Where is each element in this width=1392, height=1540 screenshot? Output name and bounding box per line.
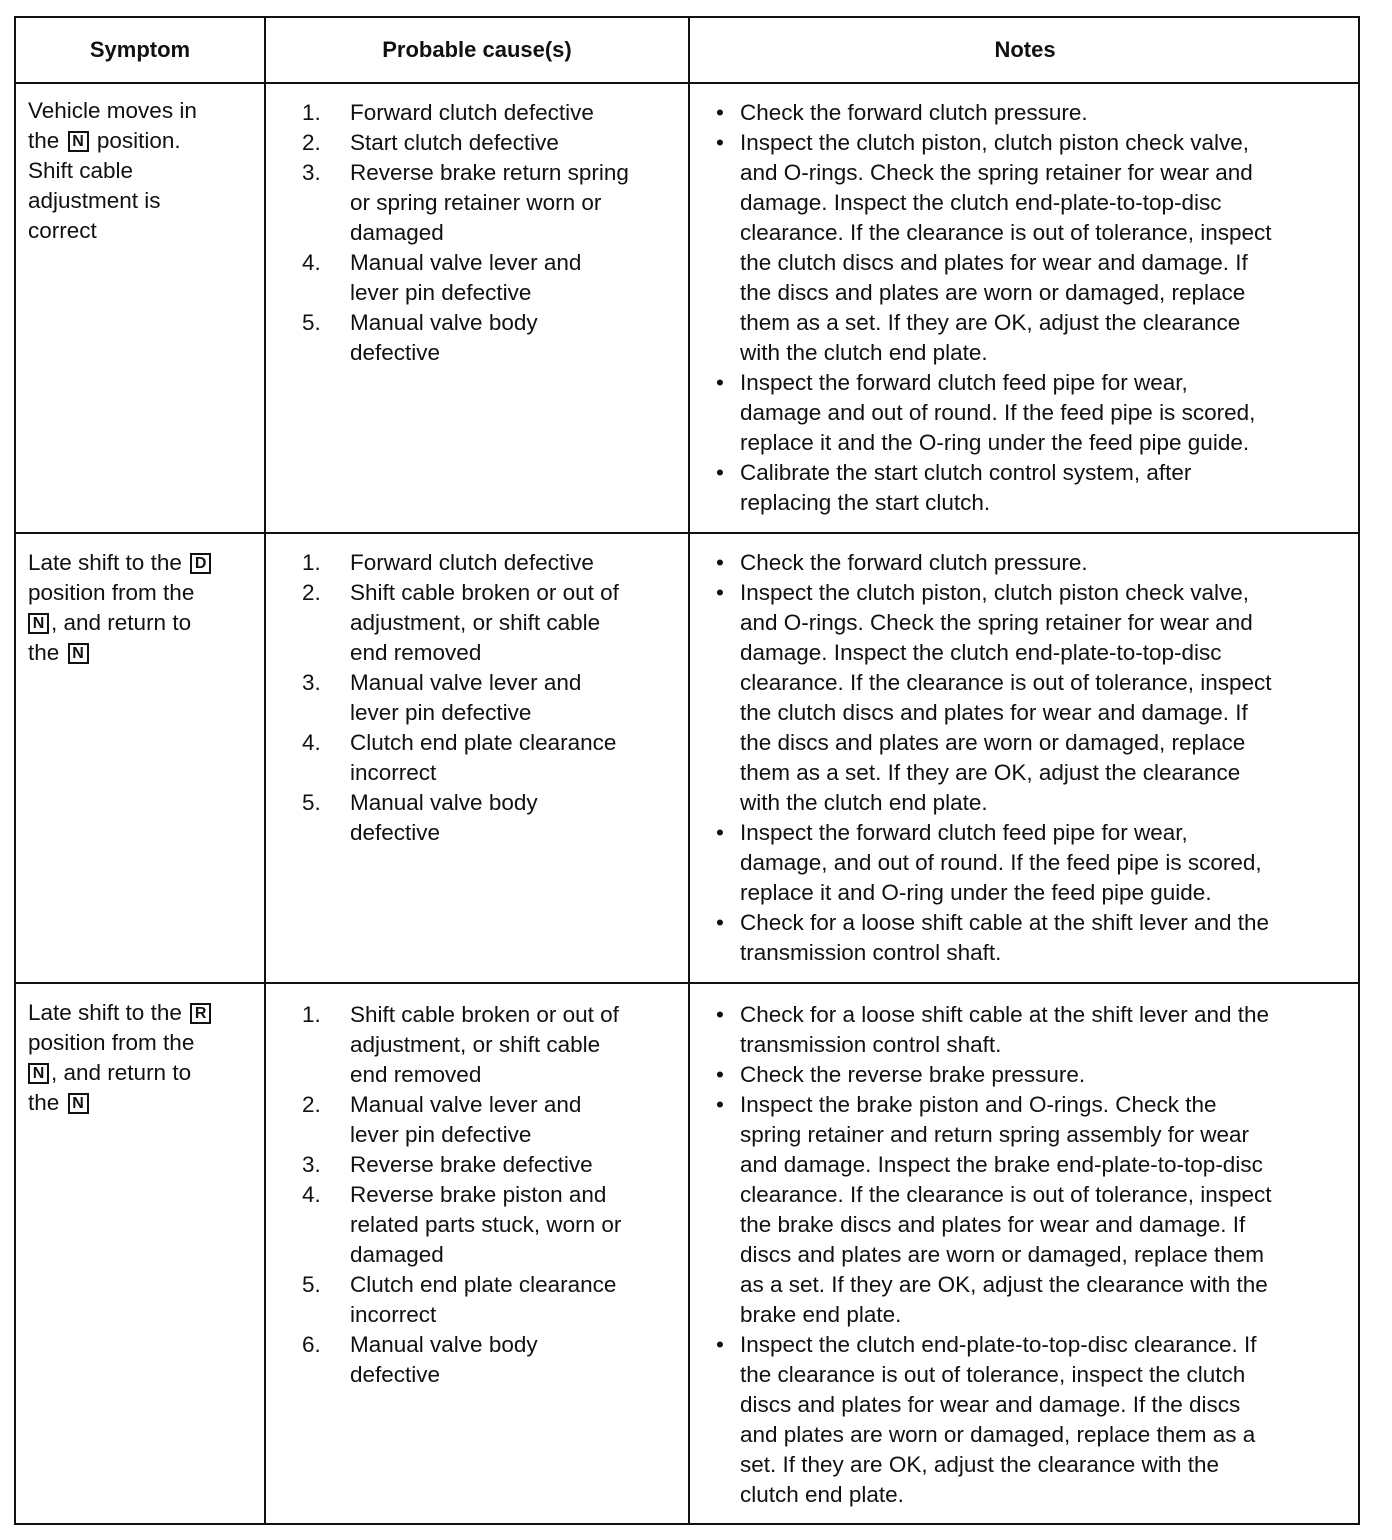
symptom-line: the N position. <box>28 128 181 153</box>
symptom-line: Late shift to the D <box>28 548 258 578</box>
note-item: • Inspect the clutch end-plate-to-top-disc clearance. If the clearance is out of tolerance, inspect the clutch discs and plates for wear and damage. If the discs and plates are worn or damaged, replace them as a set. If they are OK, adjust the clearance with the clutch end plate. <box>716 1330 1356 1510</box>
gear-position-n-badge: N <box>68 1093 89 1114</box>
bullet-icon: • <box>716 1002 724 1027</box>
row-2-symptom <box>28 548 258 668</box>
row-divider <box>16 532 1358 534</box>
cause-item: 3. Reverse brake return spring or spring retainer worn or damaged <box>302 160 629 245</box>
bullet-icon: • <box>716 100 724 125</box>
header-notes: Notes <box>994 37 1056 62</box>
note-item: • Inspect the clutch piston, clutch piston check valve, and O-rings. Check the spring retainer for wear and damage. Inspect the clutch end-plate-to-top-disc clearance. If the clearance is out of tolerance, inspect the clutch discs and plates for wear and damage. If the discs and plates are worn or damaged, replace them as a set. If they are OK, adjust the clearance with the clutch end plate. <box>716 578 1356 818</box>
note-item: • Calibrate the start clutch control system, after replacing the start clutch. <box>716 458 1356 518</box>
header-probable-causes: Probable cause(s) <box>382 37 572 62</box>
note-item: • Check the reverse brake pressure. <box>716 1060 1356 1090</box>
symptom-line: the N <box>28 638 258 668</box>
row-2-causes <box>302 548 692 848</box>
column-divider <box>264 18 266 1523</box>
note-item: • Inspect the forward clutch feed pipe for wear, damage, and out of round. If the feed pipe is scored, replace it and O-ring under the feed pipe guide. <box>716 818 1356 908</box>
cause-item: 1. Forward clutch defective <box>302 550 594 575</box>
gear-position-n-badge: N <box>28 613 49 634</box>
symptom-line: N , and return to <box>28 608 258 638</box>
row-1-causes <box>302 98 692 368</box>
cause-item: 3. Manual valve lever and lever pin defective <box>302 670 582 725</box>
cause-item: 2. Manual valve lever and lever pin defective <box>302 1092 582 1147</box>
cause-item: 2. Start clutch defective <box>302 130 559 155</box>
symptom-line: Late shift to the R <box>28 998 258 1028</box>
row-3-causes <box>302 1000 692 1390</box>
symptom-line: correct <box>28 218 97 243</box>
note-item: • Inspect the clutch piston, clutch piston check valve, and O-rings. Check the spring retainer for wear and damage. Inspect the clutch end-plate-to-top-disc clearance. If the clearance is out of tolerance, inspect the clutch discs and plates for wear and damage. If the discs and plates are worn or damaged, replace them as a set. If they are OK, adjust the clearance with the clutch end plate. <box>716 128 1356 368</box>
bullet-icon: • <box>716 820 724 845</box>
symptom-line: Vehicle moves in <box>28 98 197 123</box>
cause-item: 5. Manual valve body defective <box>302 790 538 845</box>
symptom-line: the N <box>28 1088 258 1118</box>
bullet-icon: • <box>716 370 724 395</box>
note-item: • Inspect the forward clutch feed pipe for wear, damage and out of round. If the feed pipe is scored, replace it and the O-ring under the feed pipe guide. <box>716 368 1356 458</box>
gear-position-n-badge: N <box>28 1063 49 1084</box>
cause-item: 4. Clutch end plate clearance incorrect <box>302 730 617 785</box>
symptom-line: adjustment is <box>28 188 161 213</box>
bullet-icon: • <box>716 580 724 605</box>
cause-item: 3. Reverse brake defective <box>302 1152 593 1177</box>
cause-item: 1. Forward clutch defective <box>302 100 594 125</box>
bullet-icon: • <box>716 550 724 575</box>
gear-position-n-badge: N <box>68 643 89 664</box>
symptom-line: N , and return to <box>28 1058 258 1088</box>
row-1-symptom <box>28 96 258 246</box>
cause-item: 4. Reverse brake piston and related parts stuck, worn or damaged <box>302 1182 622 1267</box>
cause-item: 4. Manual valve lever and lever pin defective <box>302 250 582 305</box>
note-item: • Check the forward clutch pressure. <box>716 548 1356 578</box>
bullet-icon: • <box>716 910 724 935</box>
troubleshooting-table <box>14 16 1360 1525</box>
header-symptom: Symptom <box>89 37 191 62</box>
bullet-icon: • <box>716 1062 724 1087</box>
gear-position-n-badge: N <box>68 131 89 152</box>
note-item: • Check the forward clutch pressure. <box>716 98 1356 128</box>
row-3-notes <box>716 1000 1356 1510</box>
cause-item: 6. Manual valve body defective <box>302 1332 538 1387</box>
gear-position-r-badge: R <box>190 1003 211 1024</box>
row-divider <box>16 982 1358 984</box>
row-divider <box>16 82 1358 84</box>
symptom-line: Shift cable <box>28 158 134 183</box>
cause-item: 1. Shift cable broken or out of adjustment, or shift cable end removed <box>302 1002 619 1087</box>
note-item: • Check for a loose shift cable at the shift lever and the transmission control shaft. <box>716 1000 1356 1060</box>
bullet-icon: • <box>716 1332 724 1357</box>
gear-position-d-badge: D <box>190 553 211 574</box>
bullet-icon: • <box>716 460 724 485</box>
bullet-icon: • <box>716 130 724 155</box>
row-1-notes <box>716 98 1356 518</box>
note-item: • Check for a loose shift cable at the shift lever and the transmission control shaft. <box>716 908 1356 968</box>
row-3-symptom <box>28 998 258 1118</box>
cause-item: 5. Clutch end plate clearance incorrect <box>302 1272 617 1327</box>
bullet-icon: • <box>716 1092 724 1117</box>
cause-item: 5. Manual valve body defective <box>302 310 538 365</box>
symptom-line: position from the <box>28 1030 195 1055</box>
symptom-line: position from the <box>28 580 195 605</box>
note-item: • Inspect the brake piston and O-rings. Check the spring retainer and return spring assembly for wear and damage. Inspect the brake end-plate-to-top-disc clearance. If the clearance is out of tolerance, inspect the brake discs and plates for wear and damage. If discs and plates are worn or damaged, replace them as a set. If they are OK, adjust the clearance with the brake end plate. <box>716 1090 1356 1330</box>
cause-item: 2. Shift cable broken or out of adjustment, or shift cable end removed <box>302 580 619 665</box>
row-2-notes <box>716 548 1356 968</box>
